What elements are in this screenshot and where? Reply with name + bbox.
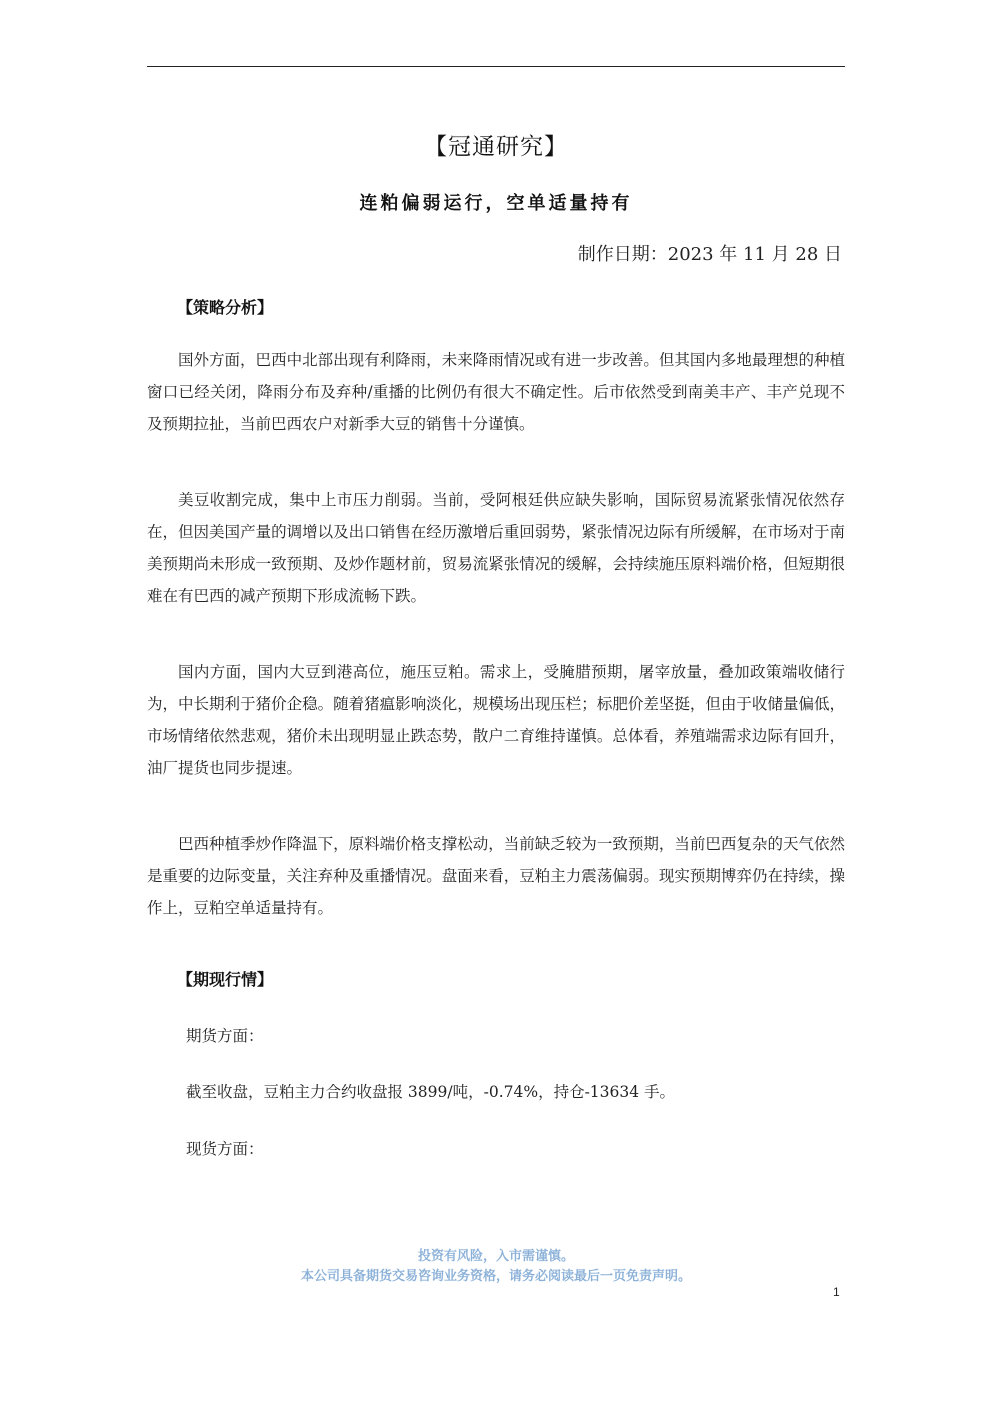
spot-label: 现货方面： (186, 1140, 264, 1158)
disclaimer-notice: 本公司具备期货交易咨询业务资格，请务必阅读最后一页免责声明。 (300, 1269, 691, 1284)
futures-label: 期货方面： (186, 1027, 264, 1045)
strategy-paragraph-4: 巴西种植季炒作降温下，原料端价格支撑松动，当前缺乏较为一致预期，当前巴西复杂的天气依然是重要的边际变量，关注弃种及重播情况。盘面来看，豆粕主力震荡偏弱。现实预期博弈仍在持续，操作上，豆粕空单适量持有。 (147, 835, 845, 917)
strategy-paragraph-1: 国外方面，巴西中北部出现有利降雨，未来降雨情况或有进一步改善。但其国内多地最理想的种植窗口已经关闭，降雨分布及弃种/重播的比例仍有很大不确定性。后市依然受到南美丰产、丰产兑现不及预期拉扯，当前巴西农户对新季大豆的销售十分谨慎。 (147, 351, 845, 433)
report-date: 制作日期：2023 年 11 月 28 日 (577, 244, 842, 265)
market-heading: 【期现行情】 (177, 970, 274, 989)
strategy-paragraph-2: 美豆收割完成，集中上市压力削弱。当前，受阿根廷供应缺失影响，国际贸易流紧张情况依然存在，但因美国产量的调增以及出口销售在经历激增后重回弱势，紧张情况边际有所缓解，在市场对于南美预期尚未形成一致预期、及炒作题材前，贸易流紧张情况的缓解，会持续施压原料端价格，但短期很难在有巴西的减产预期下形成流畅下跌。 (147, 491, 845, 605)
strategy-paragraph-3: 国内方面，国内大豆到港高位，施压豆粕。需求上，受腌腊预期，屠宰放量，叠加政策端收储行为，中长期利于猪价企稳。随着猪瘟影响淡化，规模场出现压栏；标肥价差坚挺，但由于收储量偏低，市场情绪依然悲观，猪价未出现明显止跌态势，散户二育维持谨慎。总体看，养殖端需求边际有回升，油厂提货也同步提速。 (147, 663, 845, 777)
page-number: 1 (833, 1285, 840, 1299)
brand-title: 【冠通研究】 (424, 134, 568, 160)
header-rule (147, 66, 845, 67)
document-title: 连粕偏弱运行，空单适量持有 (359, 193, 633, 214)
strategy-heading: 【策略分析】 (177, 298, 274, 317)
risk-warning: 投资有风险，入市需谨慎。 (417, 1249, 574, 1264)
futures-text: 截至收盘，豆粕主力合约收盘报 3899/吨，-0.74%，持仓-13634 手。 (186, 1083, 676, 1101)
